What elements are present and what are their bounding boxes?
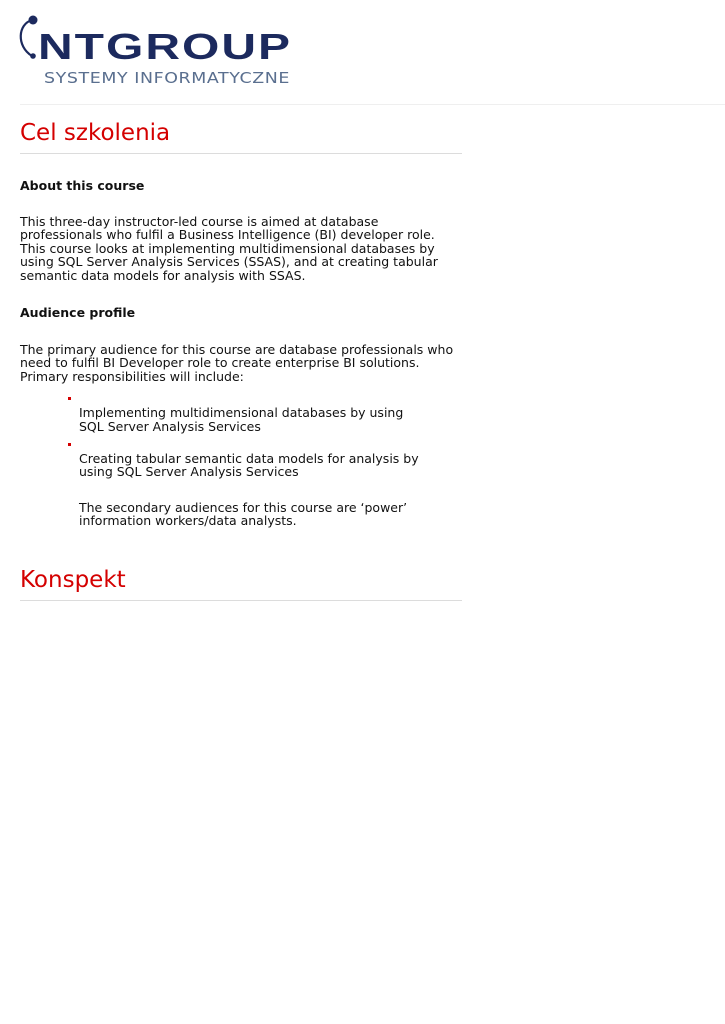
logo-orbit-dot-top	[29, 16, 38, 25]
logo-orbit-dot-bottom	[30, 53, 36, 59]
section-title: Cel szkolenia	[20, 120, 171, 146]
responsibilities-list	[68, 397, 428, 479]
section-cel-szkolenia	[20, 118, 462, 528]
list-item-text: Implementing multidimensional databases by using SQL Server Analysis Services	[79, 405, 404, 434]
bullet-icon	[68, 443, 71, 446]
logo-orbit-arc	[21, 20, 32, 56]
page-header	[0, 0, 725, 105]
list-item	[68, 397, 428, 433]
section-title: Konspekt	[20, 566, 126, 593]
header-divider	[20, 104, 725, 105]
secondary-audience-paragraph: The secondary audiences for this course are ‘power’ information workers/data analysts.	[79, 499, 408, 529]
page-content	[20, 118, 462, 601]
logo-tagline: SYSTEMY INFORMATYCZNE	[44, 69, 290, 87]
section-divider	[20, 153, 462, 154]
bullet-icon	[68, 397, 71, 400]
section-divider	[20, 600, 462, 601]
logo-wordmark: NTGROUP	[38, 26, 292, 67]
ntgroup-logo	[14, 12, 304, 92]
about-heading: About this course	[20, 178, 145, 193]
audience-heading: Audience profile	[20, 305, 136, 321]
about-paragraph: This three-day instructor-led course is aimed at database professionals who fulfil a Business Intelligence (BI) developer role. This course looks at implementing multidimensional databases by using SQL Server Analysis Services (SSAS), and at creating tabular semantic data models for analysis with SSAS.	[20, 214, 438, 283]
audience-paragraph: The primary audience for this course are database professionals who need to fulfil BI Developer role to create enterprise BI solutions. Primary responsibilities will include:	[20, 342, 454, 384]
list-item	[68, 443, 428, 479]
list-item-text: Creating tabular semantic data models for analysis by using SQL Server Analysis Services	[79, 451, 419, 480]
section-konspekt	[20, 565, 462, 601]
